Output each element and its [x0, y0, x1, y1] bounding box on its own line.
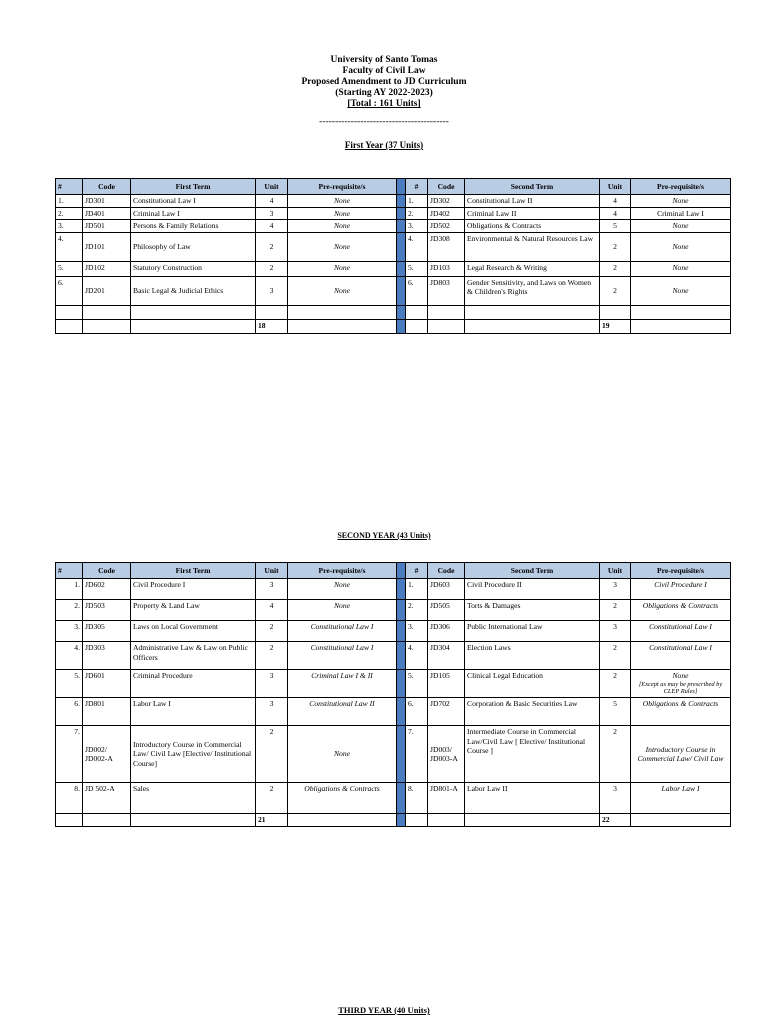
- col-prereq-2: Pre-requisite/s: [631, 179, 731, 195]
- course-unit: 4: [600, 207, 631, 220]
- row-num: 3.: [406, 621, 428, 642]
- course-unit: 5: [600, 220, 631, 233]
- course-title: Philosophy of Law: [131, 232, 256, 261]
- row-num: 1.: [56, 195, 83, 208]
- column-separator: [397, 600, 406, 621]
- course-code: JD304: [428, 642, 465, 670]
- course-code: JD302: [428, 195, 465, 208]
- course-title: Laws on Local Government: [131, 621, 256, 642]
- col-second-term: Second Term: [465, 563, 600, 579]
- column-separator: [397, 220, 406, 233]
- course-title: Intermediate Course in Commercial Law/Civil Law [ Elective/ Institutional Course ]: [465, 726, 600, 783]
- table-header-row: [56, 563, 731, 579]
- course-unit: 2: [600, 726, 631, 783]
- second-term-total: 19: [600, 319, 631, 333]
- row-num: 7.: [406, 726, 428, 783]
- course-title: Torts & Damages: [465, 600, 600, 621]
- course-title: Sales: [131, 783, 256, 814]
- table-row: [56, 220, 731, 233]
- row-num: 8.: [406, 783, 428, 814]
- table-row: [56, 261, 731, 276]
- col-prereq-2: Pre-requisite/s: [631, 563, 731, 579]
- course-unit: 2: [600, 670, 631, 698]
- row-num: 2.: [56, 207, 83, 220]
- column-separator: [397, 207, 406, 220]
- course-title: Election Laws: [465, 642, 600, 670]
- column-separator: [397, 195, 406, 208]
- third-year-title: THIRD YEAR (40 Units): [338, 1005, 430, 1015]
- col-num: #: [56, 179, 83, 195]
- row-num: 3.: [406, 220, 428, 233]
- course-code: JD102: [83, 261, 131, 276]
- column-separator: [397, 621, 406, 642]
- header-divider: -----------------------------------------: [319, 117, 449, 127]
- course-prereq: [631, 670, 731, 698]
- course-code: JD002/ JD002-A: [83, 726, 131, 783]
- column-separator: [397, 232, 406, 261]
- course-prereq: None: [288, 232, 397, 261]
- column-separator: [397, 783, 406, 814]
- column-separator: [397, 698, 406, 726]
- course-unit: 2: [600, 232, 631, 261]
- course-unit: 2: [600, 261, 631, 276]
- second-year-title: SECOND YEAR (43 Units): [337, 531, 431, 540]
- row-num: 7.: [56, 726, 83, 783]
- course-unit: 2: [256, 621, 288, 642]
- course-code: JD 502-A: [83, 783, 131, 814]
- course-unit: 3: [256, 207, 288, 220]
- col-prereq: Pre-requisite/s: [288, 563, 397, 579]
- row-num: 2.: [406, 600, 428, 621]
- course-unit: 3: [256, 698, 288, 726]
- course-code: JD003/ JD003-A: [428, 726, 465, 783]
- row-num: 6.: [406, 276, 428, 305]
- course-prereq: Constitutional Law I: [631, 621, 731, 642]
- course-prereq: None: [288, 276, 397, 305]
- prereq-note: [Except as may be prescribed by CLEP Rules]: [638, 680, 723, 695]
- course-code: JD306: [428, 621, 465, 642]
- course-unit: 2: [256, 232, 288, 261]
- course-title: Criminal Procedure: [131, 670, 256, 698]
- course-unit: 2: [600, 600, 631, 621]
- table-row: [56, 207, 731, 220]
- document-header: [0, 55, 768, 110]
- course-code: JD105: [428, 670, 465, 698]
- course-prereq: Civil Procedure I: [631, 579, 731, 600]
- course-unit: 4: [256, 195, 288, 208]
- course-title: Obligations & Contracts: [465, 220, 600, 233]
- course-code: JD602: [83, 579, 131, 600]
- course-prereq: None: [288, 726, 397, 783]
- col-first-term: First Term: [131, 563, 256, 579]
- table-row: [56, 783, 731, 814]
- course-code: JD308: [428, 232, 465, 261]
- course-title: Civil Procedure II: [465, 579, 600, 600]
- course-prereq: None: [288, 207, 397, 220]
- row-num: 3.: [56, 220, 83, 233]
- col-second-term: Second Term: [465, 179, 600, 195]
- row-num: 6.: [56, 698, 83, 726]
- starting-ay: (Starting AY 2022-2023): [335, 88, 433, 98]
- table-row-empty: [56, 305, 731, 319]
- table-row: [56, 698, 731, 726]
- total-units: [Total : 161 Units]: [347, 99, 421, 109]
- course-prereq: None: [631, 261, 731, 276]
- course-code: JD603: [428, 579, 465, 600]
- col-code: Code: [83, 563, 131, 579]
- course-prereq: Introductory Course in Commercial Law/ Civil Law: [631, 726, 731, 783]
- course-title: Public International Law: [465, 621, 600, 642]
- column-separator: [397, 670, 406, 698]
- col-unit-2: Unit: [600, 179, 631, 195]
- course-unit: 2: [256, 726, 288, 783]
- table-row: [56, 670, 731, 698]
- first-term-total: 21: [256, 814, 288, 827]
- course-prereq: None: [631, 232, 731, 261]
- course-prereq: None: [288, 220, 397, 233]
- course-title: Corporation & Basic Securities Law: [465, 698, 600, 726]
- course-prereq: Constitutional Law I: [631, 642, 731, 670]
- proposal-title: Proposed Amendment to JD Curriculum: [301, 77, 467, 87]
- course-title: Introductory Course in Commercial Law/ Civil Law [Elective/ Institutional Course]: [131, 726, 256, 783]
- table-row: [56, 232, 731, 261]
- course-title: Administrative Law & Law on Public Officers: [131, 642, 256, 670]
- column-separator: [397, 726, 406, 783]
- course-prereq: Constitutional Law I: [288, 621, 397, 642]
- row-num: 1.: [406, 195, 428, 208]
- second-term-total: 22: [600, 814, 631, 827]
- col-num: #: [56, 563, 83, 579]
- course-title: Labor Law II: [465, 783, 600, 814]
- course-unit: 2: [256, 783, 288, 814]
- col-code-2: Code: [428, 563, 465, 579]
- course-code: JD803: [428, 276, 465, 305]
- course-code: JD505: [428, 600, 465, 621]
- course-code: JD101: [83, 232, 131, 261]
- first-year-table: [55, 178, 731, 334]
- course-title: Gender Sensitivity, and Laws on Women & Children's Rights: [465, 276, 600, 305]
- course-title: Criminal Law I: [131, 207, 256, 220]
- course-prereq: None: [288, 579, 397, 600]
- course-title: Statutory Construction: [131, 261, 256, 276]
- row-num: 3.: [56, 621, 83, 642]
- course-prereq: None: [288, 261, 397, 276]
- course-prereq: Constitutional Law II: [288, 698, 397, 726]
- table-row: [56, 621, 731, 642]
- row-num: 1.: [56, 579, 83, 600]
- course-unit: 3: [600, 579, 631, 600]
- course-code: JD201: [83, 276, 131, 305]
- col-unit: Unit: [256, 179, 288, 195]
- course-code: JD502: [428, 220, 465, 233]
- course-unit: 2: [600, 642, 631, 670]
- course-prereq: Criminal Law I: [631, 207, 731, 220]
- col-num-2: #: [406, 563, 428, 579]
- course-title: Property & Land Law: [131, 600, 256, 621]
- course-title: Legal Research & Writing: [465, 261, 600, 276]
- course-prereq: Obligations & Contracts: [631, 600, 731, 621]
- course-title: Constitutional Law I: [131, 195, 256, 208]
- course-unit: 2: [256, 261, 288, 276]
- course-unit: 2: [256, 642, 288, 670]
- course-prereq: Obligations & Contracts: [288, 783, 397, 814]
- row-num: 4.: [406, 232, 428, 261]
- row-num: 2.: [56, 600, 83, 621]
- column-separator: [397, 579, 406, 600]
- course-code: JD501: [83, 220, 131, 233]
- table-row: [56, 276, 731, 305]
- course-unit: 3: [256, 579, 288, 600]
- row-num: 5.: [56, 261, 83, 276]
- course-prereq: None: [631, 195, 731, 208]
- course-code: JD601: [83, 670, 131, 698]
- course-unit: 4: [256, 600, 288, 621]
- course-unit: 4: [600, 195, 631, 208]
- table-row: [56, 726, 731, 783]
- row-num: 6.: [406, 698, 428, 726]
- course-prereq: Constitutional Law I: [288, 642, 397, 670]
- table-row: [56, 195, 731, 208]
- course-code: JD301: [83, 195, 131, 208]
- table-total-row: [56, 814, 731, 827]
- course-title: Environmental & Natural Resources Law: [465, 232, 600, 261]
- column-separator: [397, 563, 406, 579]
- course-title: Persons & Family Relations: [131, 220, 256, 233]
- first-term-total: 18: [256, 319, 288, 333]
- col-code: Code: [83, 179, 131, 195]
- table-total-row: [56, 319, 731, 333]
- course-title: Basic Legal & Judicial Ethics: [131, 276, 256, 305]
- course-title: Civil Procedure I: [131, 579, 256, 600]
- table-row: [56, 600, 731, 621]
- second-year-table: [55, 562, 731, 827]
- course-code: JD103: [428, 261, 465, 276]
- col-first-term: First Term: [131, 179, 256, 195]
- course-prereq: None: [631, 220, 731, 233]
- faculty-name: Faculty of Civil Law: [342, 66, 426, 76]
- row-num: 5.: [56, 670, 83, 698]
- col-unit-2: Unit: [600, 563, 631, 579]
- course-unit: 3: [600, 621, 631, 642]
- course-prereq: Obligations & Contracts: [631, 698, 731, 726]
- row-num: 4.: [56, 232, 83, 261]
- column-separator: [397, 319, 406, 333]
- row-num: 4.: [406, 642, 428, 670]
- course-title: Clinical Legal Education: [465, 670, 600, 698]
- course-code: JD402: [428, 207, 465, 220]
- course-code: JD305: [83, 621, 131, 642]
- course-unit: 5: [600, 698, 631, 726]
- course-prereq: Labor Law I: [631, 783, 731, 814]
- course-unit: 3: [256, 670, 288, 698]
- col-num-2: #: [406, 179, 428, 195]
- row-num: 4.: [56, 642, 83, 670]
- course-unit: 3: [600, 783, 631, 814]
- course-prereq: None: [288, 600, 397, 621]
- course-code: JD801-A: [428, 783, 465, 814]
- row-num: 2.: [406, 207, 428, 220]
- table-row: [56, 579, 731, 600]
- row-num: 5.: [406, 261, 428, 276]
- column-separator: [397, 179, 406, 195]
- course-unit: 2: [600, 276, 631, 305]
- col-unit: Unit: [256, 563, 288, 579]
- col-prereq: Pre-requisite/s: [288, 179, 397, 195]
- course-prereq: None: [288, 195, 397, 208]
- course-title: Criminal Law II: [465, 207, 600, 220]
- course-unit: 4: [256, 220, 288, 233]
- col-code-2: Code: [428, 179, 465, 195]
- row-num: 8.: [56, 783, 83, 814]
- course-prereq: Criminal Law I & II: [288, 670, 397, 698]
- course-title: Labor Law I: [131, 698, 256, 726]
- first-year-title: First Year (37 Units): [344, 140, 424, 150]
- course-code: JD401: [83, 207, 131, 220]
- column-separator: [397, 261, 406, 276]
- column-separator: [397, 276, 406, 305]
- column-separator: [397, 814, 406, 827]
- column-separator: [397, 642, 406, 670]
- prereq-value: None: [672, 671, 689, 680]
- row-num: 5.: [406, 670, 428, 698]
- row-num: 1.: [406, 579, 428, 600]
- course-code: JD801: [83, 698, 131, 726]
- table-row: [56, 642, 731, 670]
- row-num: 6.: [56, 276, 83, 305]
- course-title: Constitutional Law II: [465, 195, 600, 208]
- course-code: JD503: [83, 600, 131, 621]
- course-prereq: None: [631, 276, 731, 305]
- course-code: JD303: [83, 642, 131, 670]
- column-separator: [397, 305, 406, 319]
- course-unit: 3: [256, 276, 288, 305]
- table-header-row: [56, 179, 731, 195]
- course-code: JD702: [428, 698, 465, 726]
- university-name: University of Santo Tomas: [330, 55, 438, 65]
